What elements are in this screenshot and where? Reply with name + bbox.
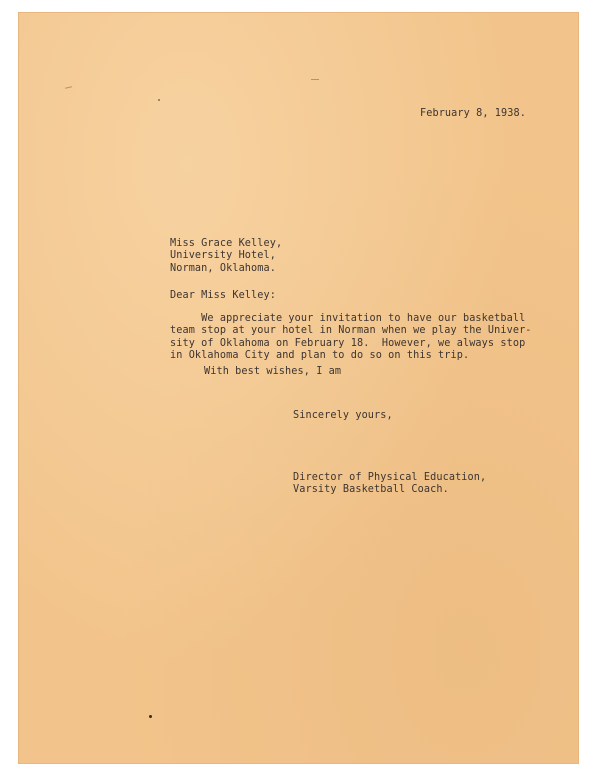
sign-off: Sincerely yours, — [293, 410, 393, 421]
paper-mark — [65, 86, 72, 88]
recipient-address — [170, 238, 282, 275]
signature-line: Director of Physical Education, — [293, 472, 487, 483]
ink-speck — [149, 715, 152, 718]
signature-line: Varsity Basketball Coach. — [293, 484, 449, 496]
body-line: team stop at your hotel in Norman when we play the Univer- — [170, 325, 532, 337]
closing-line: With best wishes, I am — [204, 366, 342, 377]
address-line: Miss Grace Kelley, — [170, 238, 283, 249]
body-line: We appreciate your invitation to have our basketball — [170, 313, 526, 324]
body-line: in Oklahoma City and plan to do so on this trip. — [170, 350, 470, 362]
signature-block — [293, 472, 486, 497]
salutation: Dear Miss Kelley: — [170, 290, 276, 301]
address-line: Norman, Oklahoma. — [170, 262, 276, 274]
body-line: sity of Oklahoma on February 18. However, we always stop — [170, 337, 526, 349]
letter-page — [19, 13, 578, 763]
paper-mark — [311, 79, 319, 80]
letter-body — [170, 313, 532, 363]
address-line: University Hotel, — [170, 250, 276, 262]
letter-date: February 8, 1938. — [420, 108, 526, 119]
ink-speck — [158, 99, 160, 101]
